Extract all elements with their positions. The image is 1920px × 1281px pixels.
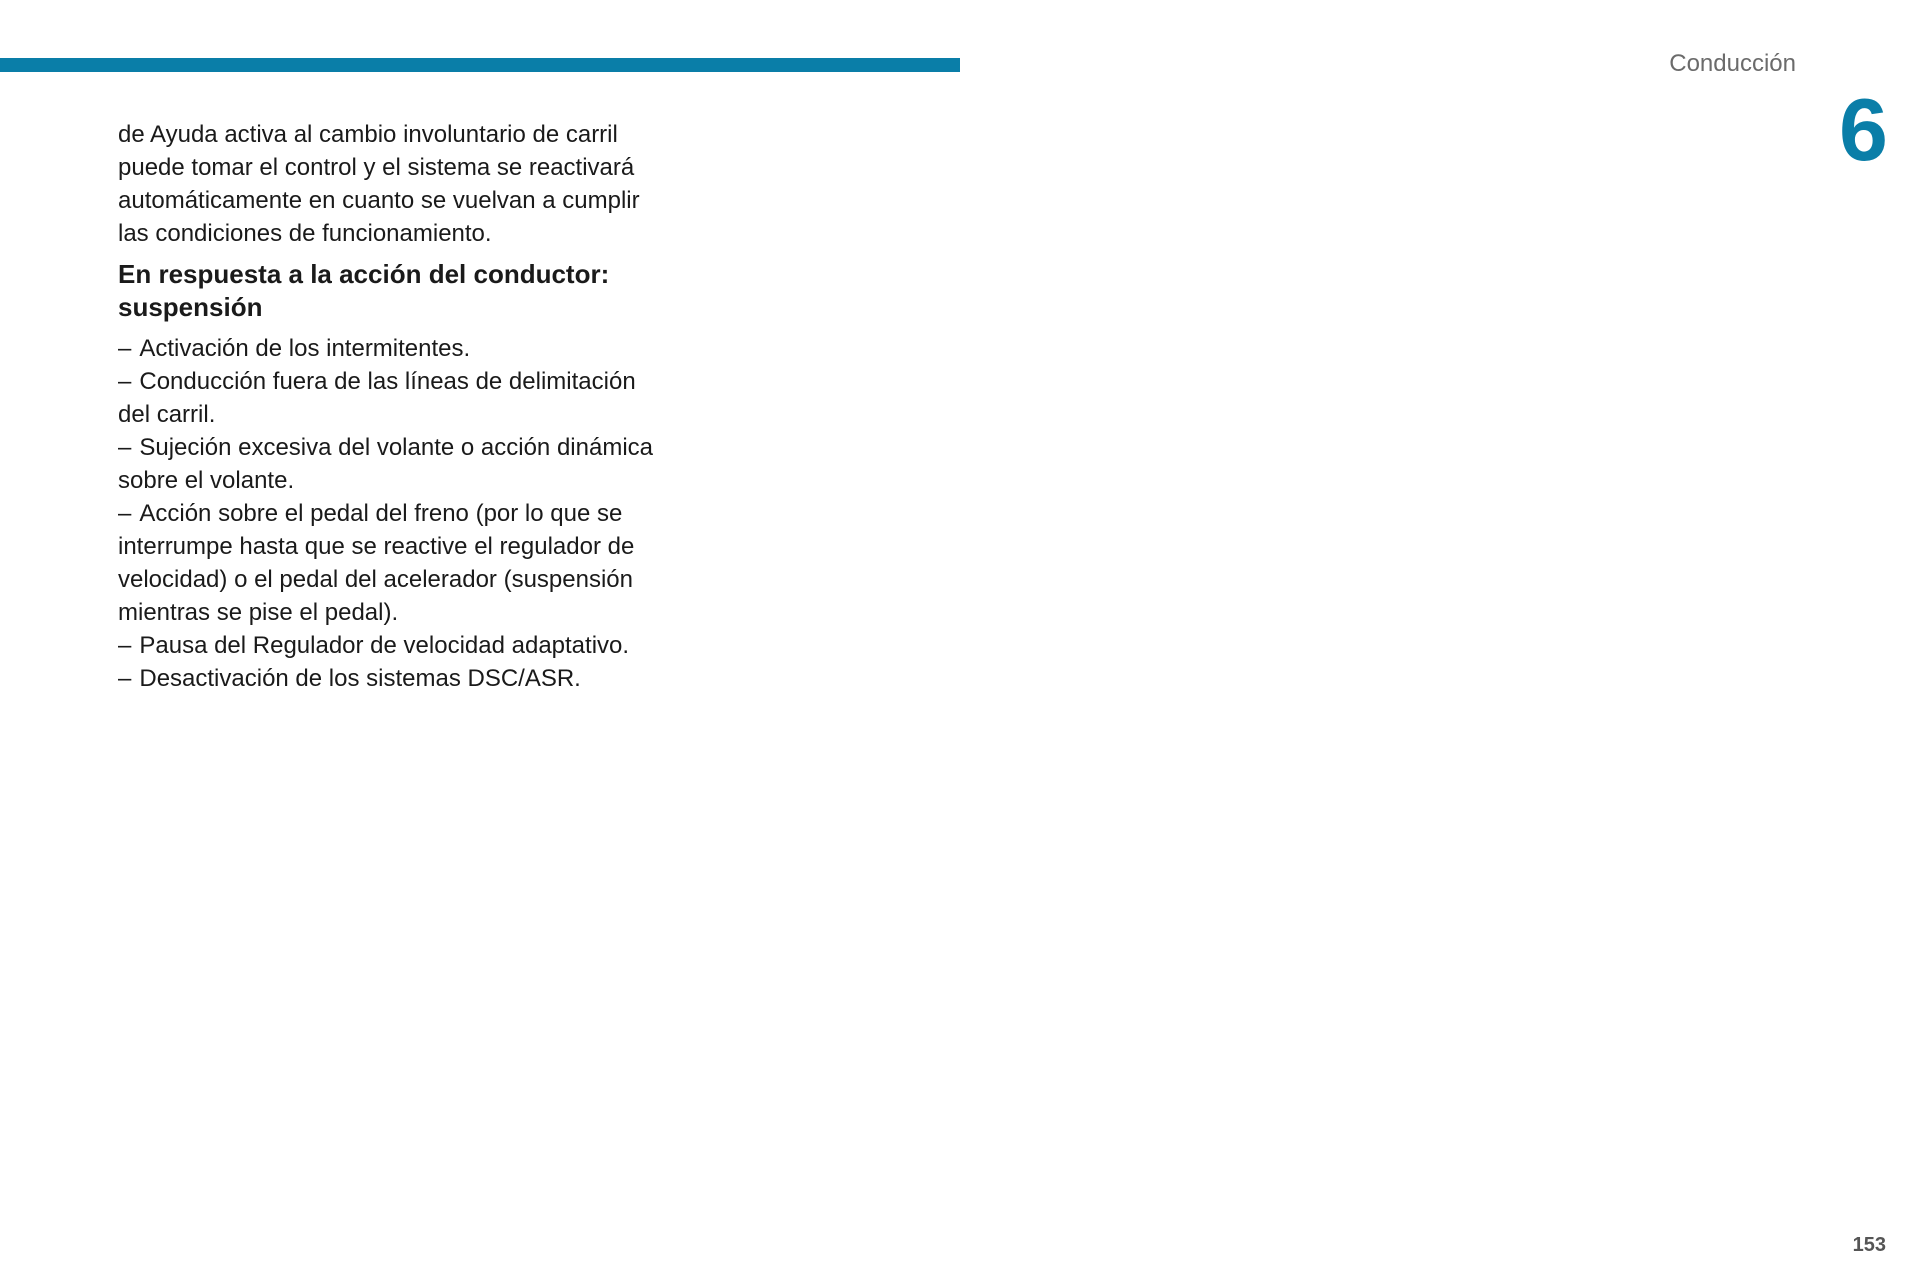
list-item-text: Sujeción excesiva del volante o acción dinámica sobre el volante. <box>118 434 653 494</box>
dash-marker: – <box>118 434 132 461</box>
main-content <box>118 118 658 695</box>
header-accent-bar <box>0 58 960 72</box>
list-item-text: Acción sobre el pedal del freno (por lo que se interrumpe hasta que se reactive el regulador de velocidad) o el pedal del acelerador (suspensión mientras se pise el pedal). <box>118 500 635 626</box>
list-item <box>118 497 658 629</box>
list-item <box>118 629 658 662</box>
dash-marker: – <box>118 368 132 395</box>
dash-marker: – <box>118 665 132 692</box>
list-item-text: Conducción fuera de las líneas de delimitación del carril. <box>118 368 636 428</box>
list-item <box>118 365 658 431</box>
section-label: Conducción <box>1669 50 1796 77</box>
list-item-text: Desactivación de los sistemas DSC/ASR. <box>139 665 581 692</box>
dash-marker: – <box>118 500 132 527</box>
list-item <box>118 332 658 365</box>
dash-marker: – <box>118 632 132 659</box>
chapter-number: 6 <box>1839 80 1888 179</box>
list-item-text: Activación de los intermitentes. <box>139 335 471 362</box>
dash-marker: – <box>118 335 132 362</box>
condition-list <box>118 332 658 695</box>
list-item <box>118 431 658 497</box>
list-item <box>118 662 658 695</box>
intro-paragraph: de Ayuda activa al cambio involuntario de carril puede tomar el control y el sistema se reactivará automáticamente en cuanto se vuelvan a cumplir las condiciones de funcionamiento. <box>118 121 640 247</box>
list-item-text: Pausa del Regulador de velocidad adaptativo. <box>139 632 630 659</box>
page-number: 153 <box>1852 1234 1886 1256</box>
section-heading: En respuesta a la acción del conductor: suspensión <box>118 259 610 322</box>
